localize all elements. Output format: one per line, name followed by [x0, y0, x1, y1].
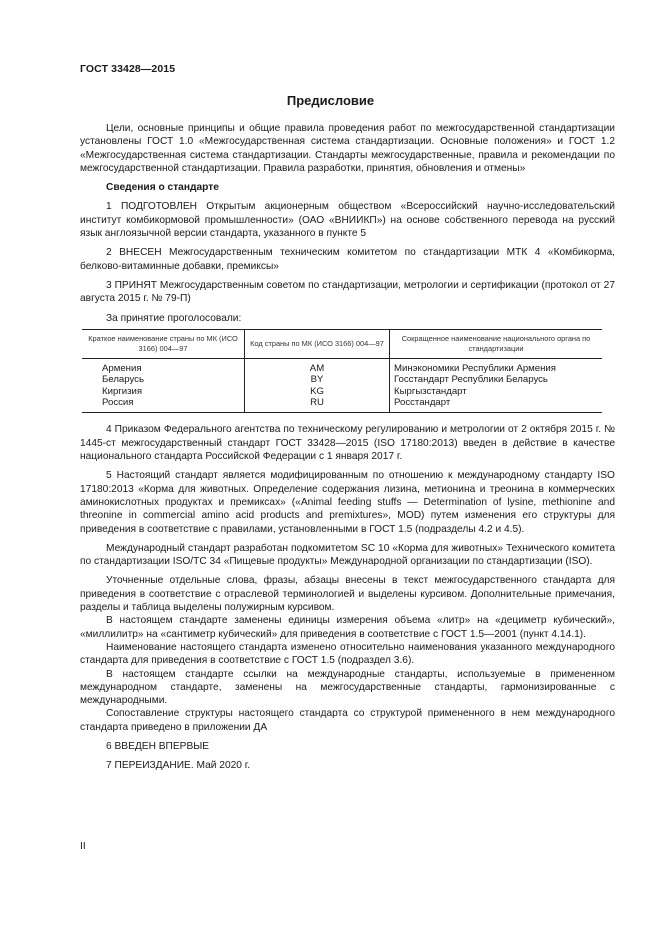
paragraph-name-change: Наименование настоящего стандарта изменено относительно наименования указанного международного стандарта для приведения в соответствие с ГОСТ 1.5 (подраздел 3.6). [80, 641, 615, 667]
table-row [82, 358, 602, 374]
paragraph-references: В настоящем стандарте ссылки на международные стандарты, используемые в примененном международном стандарте, заменены на межгосударственные стандарты, гармонизированные с международными. [80, 668, 615, 707]
table-row [82, 397, 602, 413]
page-title: Предисловие [286, 93, 375, 108]
section-heading: Сведения о стандарте [106, 182, 219, 194]
paragraph-sc10: Международный стандарт разработан подкомитетом SC 10 «Корма для животных» Технического комитета по стандартизации ISO/TC 34 «Пищевые продукты» Международной организации по стандартизации (ISO). [80, 542, 615, 568]
table-row [82, 386, 602, 397]
table-header-row [82, 329, 602, 358]
intro-paragraph: Цели, основные принципы и общие правила проведения работ по межгосударственной стандартизации установлены ГОСТ 1.0 «Межгосударственная система стандартизации. Основные положения» и ГОСТ 1.2 «Межгосударственная система стандартизации. Стандарты межгосударственные, правила и рекомендации по межгосударственной стандартизации. Правила разработки, принятия, обновления и отмены» [80, 123, 615, 174]
paragraph-comparison: Сопоставление структуры настоящего стандарта со структурой примененного в нем международного стандарта приведено в приложении ДА [80, 708, 615, 733]
item-3: 3 ПРИНЯТ Межгосударственным советом по стандартизации, метрологии и сертификации (протокол от 27 августа 2015 г. № 79-П) [80, 279, 615, 305]
voted-label: За принятие проголосовали: [106, 312, 242, 324]
cell-code: AM [245, 358, 390, 374]
header-body: Сокращенное наименование национального органа по стандартизации [390, 329, 603, 358]
item-5: 5 Настоящий стандарт является модифицированным по отношению к международному стандарту ISO 17180:2013 «Корма для животных. Определение содержания лизина, метионина и треонина в коммерческих аминокислотных продуктах и премиксах» («Animal feeding stuffs — Determination of lysine, methionine and threonine in commercial amino acid products and premixtures», MOD) путем изменения его структуры для приведения в соответствие с правилами, установленными в ГОСТ 1.5 (подразделы 4.2 и 4.5). [80, 470, 615, 535]
cell-code: BY [245, 374, 390, 385]
cell-body: Госстандарт Республики Беларусь [390, 374, 603, 385]
cell-body: Росстандарт [390, 397, 603, 413]
item-1: 1 ПОДГОТОВЛЕН Открытым акционерным обществом «Всероссийский научно-исследовательский институт комбикормовой промышленности» (ОАО «ВНИИКП») на основе собственного перевода на русский язык англоязычной версии стандарта, указанного в пункте 5 [80, 201, 615, 240]
item-7: 7 ПЕРЕИЗДАНИЕ. Май 2020 г. [106, 760, 251, 772]
item-2: 2 ВНЕСЕН Межгосударственным техническим комитетом по стандартизации МТК 4 «Комбикорма, белково-витаминные добавки, премиксы» [80, 247, 615, 272]
cell-country: Армения [102, 362, 142, 374]
item-6: 6 ВВЕДЕН ВПЕРВЫЕ [106, 741, 210, 753]
standard-designation: ГОСТ 33428—2015 [80, 63, 176, 75]
cell-code: KG [245, 386, 390, 397]
cell-country: Россия [82, 397, 245, 413]
cell-body: Кыргызстандарт [390, 386, 603, 397]
item-4: 4 Приказом Федерального агентства по техническому регулированию и метрологии от 2 октября 2015 г. № 1445-ст межгосударственный стандарт ГОСТ 33428—2015 (ISO 17180:2013) введен в действие в качестве национального стандарта Российской Федерации с 1 января 2017 г. [80, 424, 615, 463]
header-country: Краткое наименование страны по МК (ИСО 3166) 004—97 [82, 329, 245, 358]
cell-body: Минэкономики Республики Армения [390, 358, 603, 374]
paragraph-units: В настоящем стандарте заменены единицы измерения объема «литр» на «дециметр кубический», «миллилитр» на «сантиметр кубический» для приведения в соответствие с ГОСТ 1.5—2001 (пункт 4.14.1). [80, 615, 615, 640]
header-code: Код страны по МК (ИСО 3166) 004—97 [245, 329, 390, 358]
voting-table [82, 329, 602, 414]
cell-country: Беларусь [102, 374, 144, 386]
table-row [82, 374, 602, 385]
paragraph-clarifications: Уточненные отдельные слова, фразы, абзацы внесены в текст межгосударственного стандарта для приведения в соответствие с отраслевой терминологией и выделены курсивом. Дополнительные примечания, разделы и таблица выделены полужирным курсивом. [80, 575, 615, 614]
document-body [80, 122, 615, 779]
cell-code: RU [245, 397, 390, 413]
page-number: II [80, 841, 86, 852]
cell-country: Киргизия [102, 385, 143, 397]
